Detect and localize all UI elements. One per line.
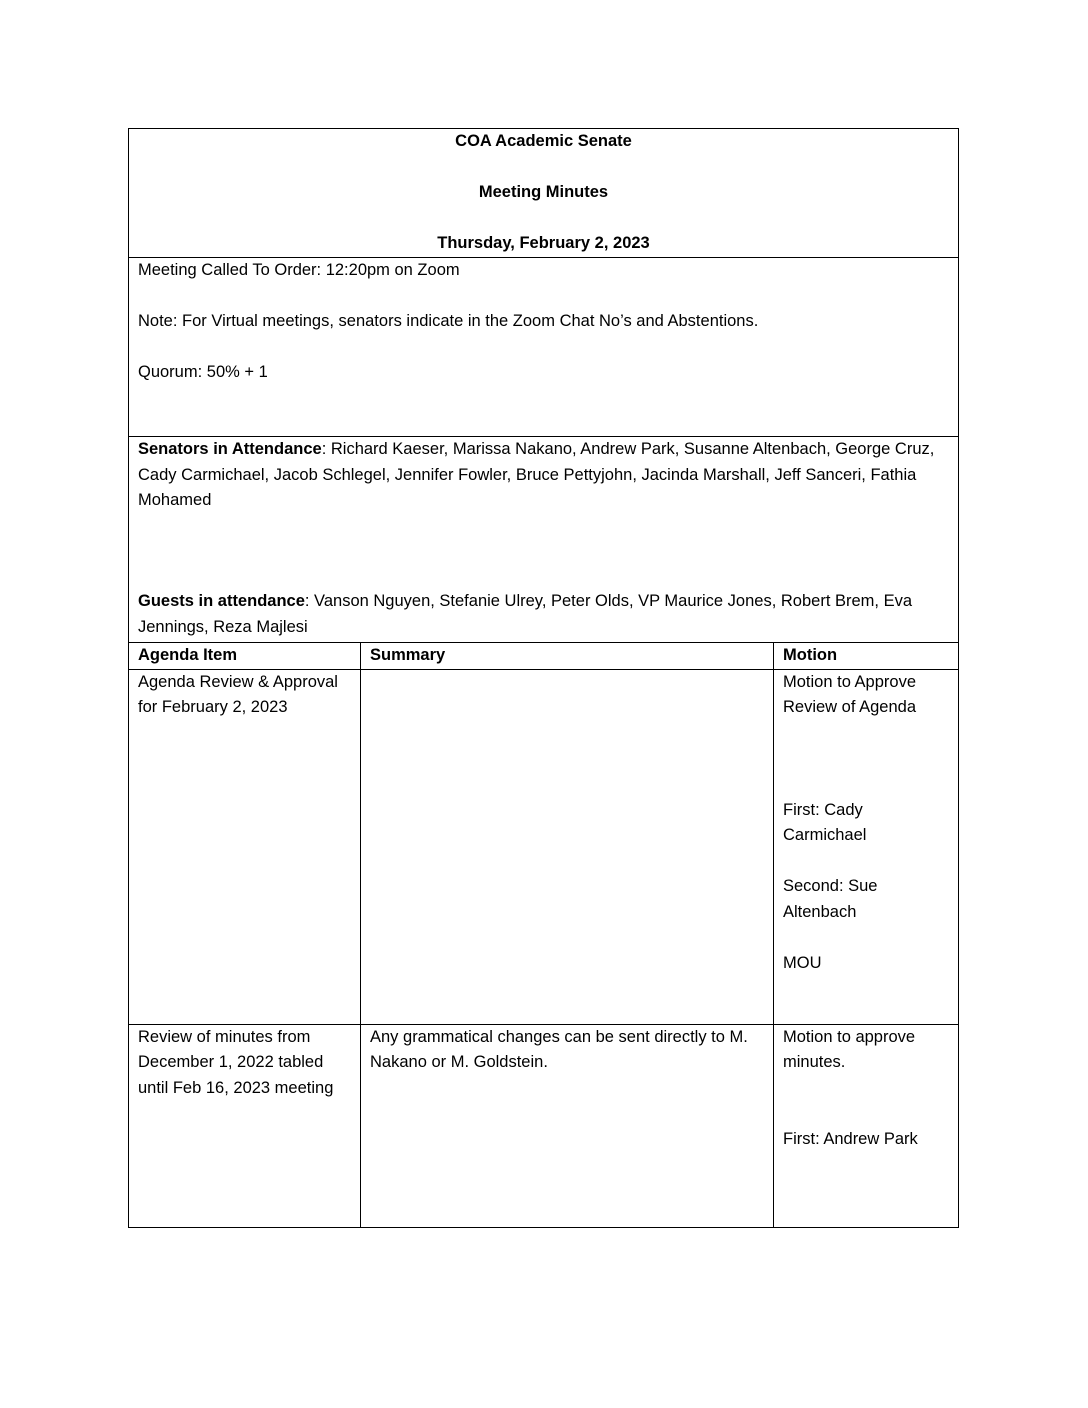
motion-first: First: Andrew Park: [783, 1129, 918, 1148]
senators-list: : Richard Kaeser, Marissa Nakano, Andrew Park, Susanne Altenbach, George Cruz, Cady Carmichael, Jacob Schlegel, Jennifer Fowler, Bruce Pettyjohn, Jacinda Marshall, Jeff Sanceri, Fathia Mohamed: [138, 439, 935, 510]
agenda-header-row: [129, 642, 959, 669]
motion-result: MOU: [783, 954, 822, 973]
attendance-cell: [129, 436, 959, 642]
motion-second: Second: Sue Altenbach: [783, 877, 878, 921]
org-name: COA Academic Senate: [455, 132, 632, 150]
guests-attendance: [138, 589, 949, 640]
motion-cell: [774, 669, 959, 1024]
called-to-order: Meeting Called To Order: 12:20pm on Zoom: [138, 260, 460, 279]
guests-label: Guests in attendance: [138, 591, 305, 610]
header-row: [129, 129, 959, 258]
senators-attendance: [138, 437, 949, 589]
senators-label: Senators in Attendance: [138, 439, 322, 458]
attendance-row: [129, 436, 959, 642]
motion-cell: [774, 1024, 959, 1227]
guests-list: : Vanson Nguyen, Stefanie Ulrey, Peter Olds, VP Maurice Jones, Robert Brem, Eva Jennings, Reza Majlesi: [138, 591, 913, 636]
meeting-date: Thursday, February 2, 2023: [437, 234, 650, 253]
column-header-agenda-item: Agenda Item: [129, 642, 361, 669]
agenda-item-cell: Agenda Review & Approval for February 2, 2023: [129, 669, 361, 1024]
motion-first: First: Cady Carmichael: [783, 800, 867, 845]
table-row: [129, 669, 959, 1024]
info-row: [129, 257, 959, 436]
minutes-page: [128, 128, 958, 1228]
table-row: [129, 1024, 959, 1227]
column-header-summary: Summary: [361, 642, 774, 669]
header-cell: [129, 129, 959, 258]
document-title: Meeting Minutes: [478, 183, 609, 202]
minutes-table: [128, 128, 959, 1228]
info-cell: [129, 257, 959, 436]
quorum: Quorum: 50% + 1: [138, 363, 268, 382]
agenda-item-cell: Review of minutes from December 1, 2022 tabled until Feb 16, 2023 meeting: [129, 1024, 361, 1227]
motion-text: Motion to approve minutes.: [783, 1027, 916, 1072]
column-header-motion: Motion: [774, 642, 959, 669]
virtual-note: Note: For Virtual meetings, senators indicate in the Zoom Chat No’s and Abstentions.: [138, 312, 759, 331]
summary-cell: Any grammatical changes can be sent directly to M. Nakano or M. Goldstein.: [361, 1024, 774, 1227]
summary-cell: [361, 669, 774, 1024]
motion-text: Motion to Approve Review of Agenda: [783, 672, 917, 717]
